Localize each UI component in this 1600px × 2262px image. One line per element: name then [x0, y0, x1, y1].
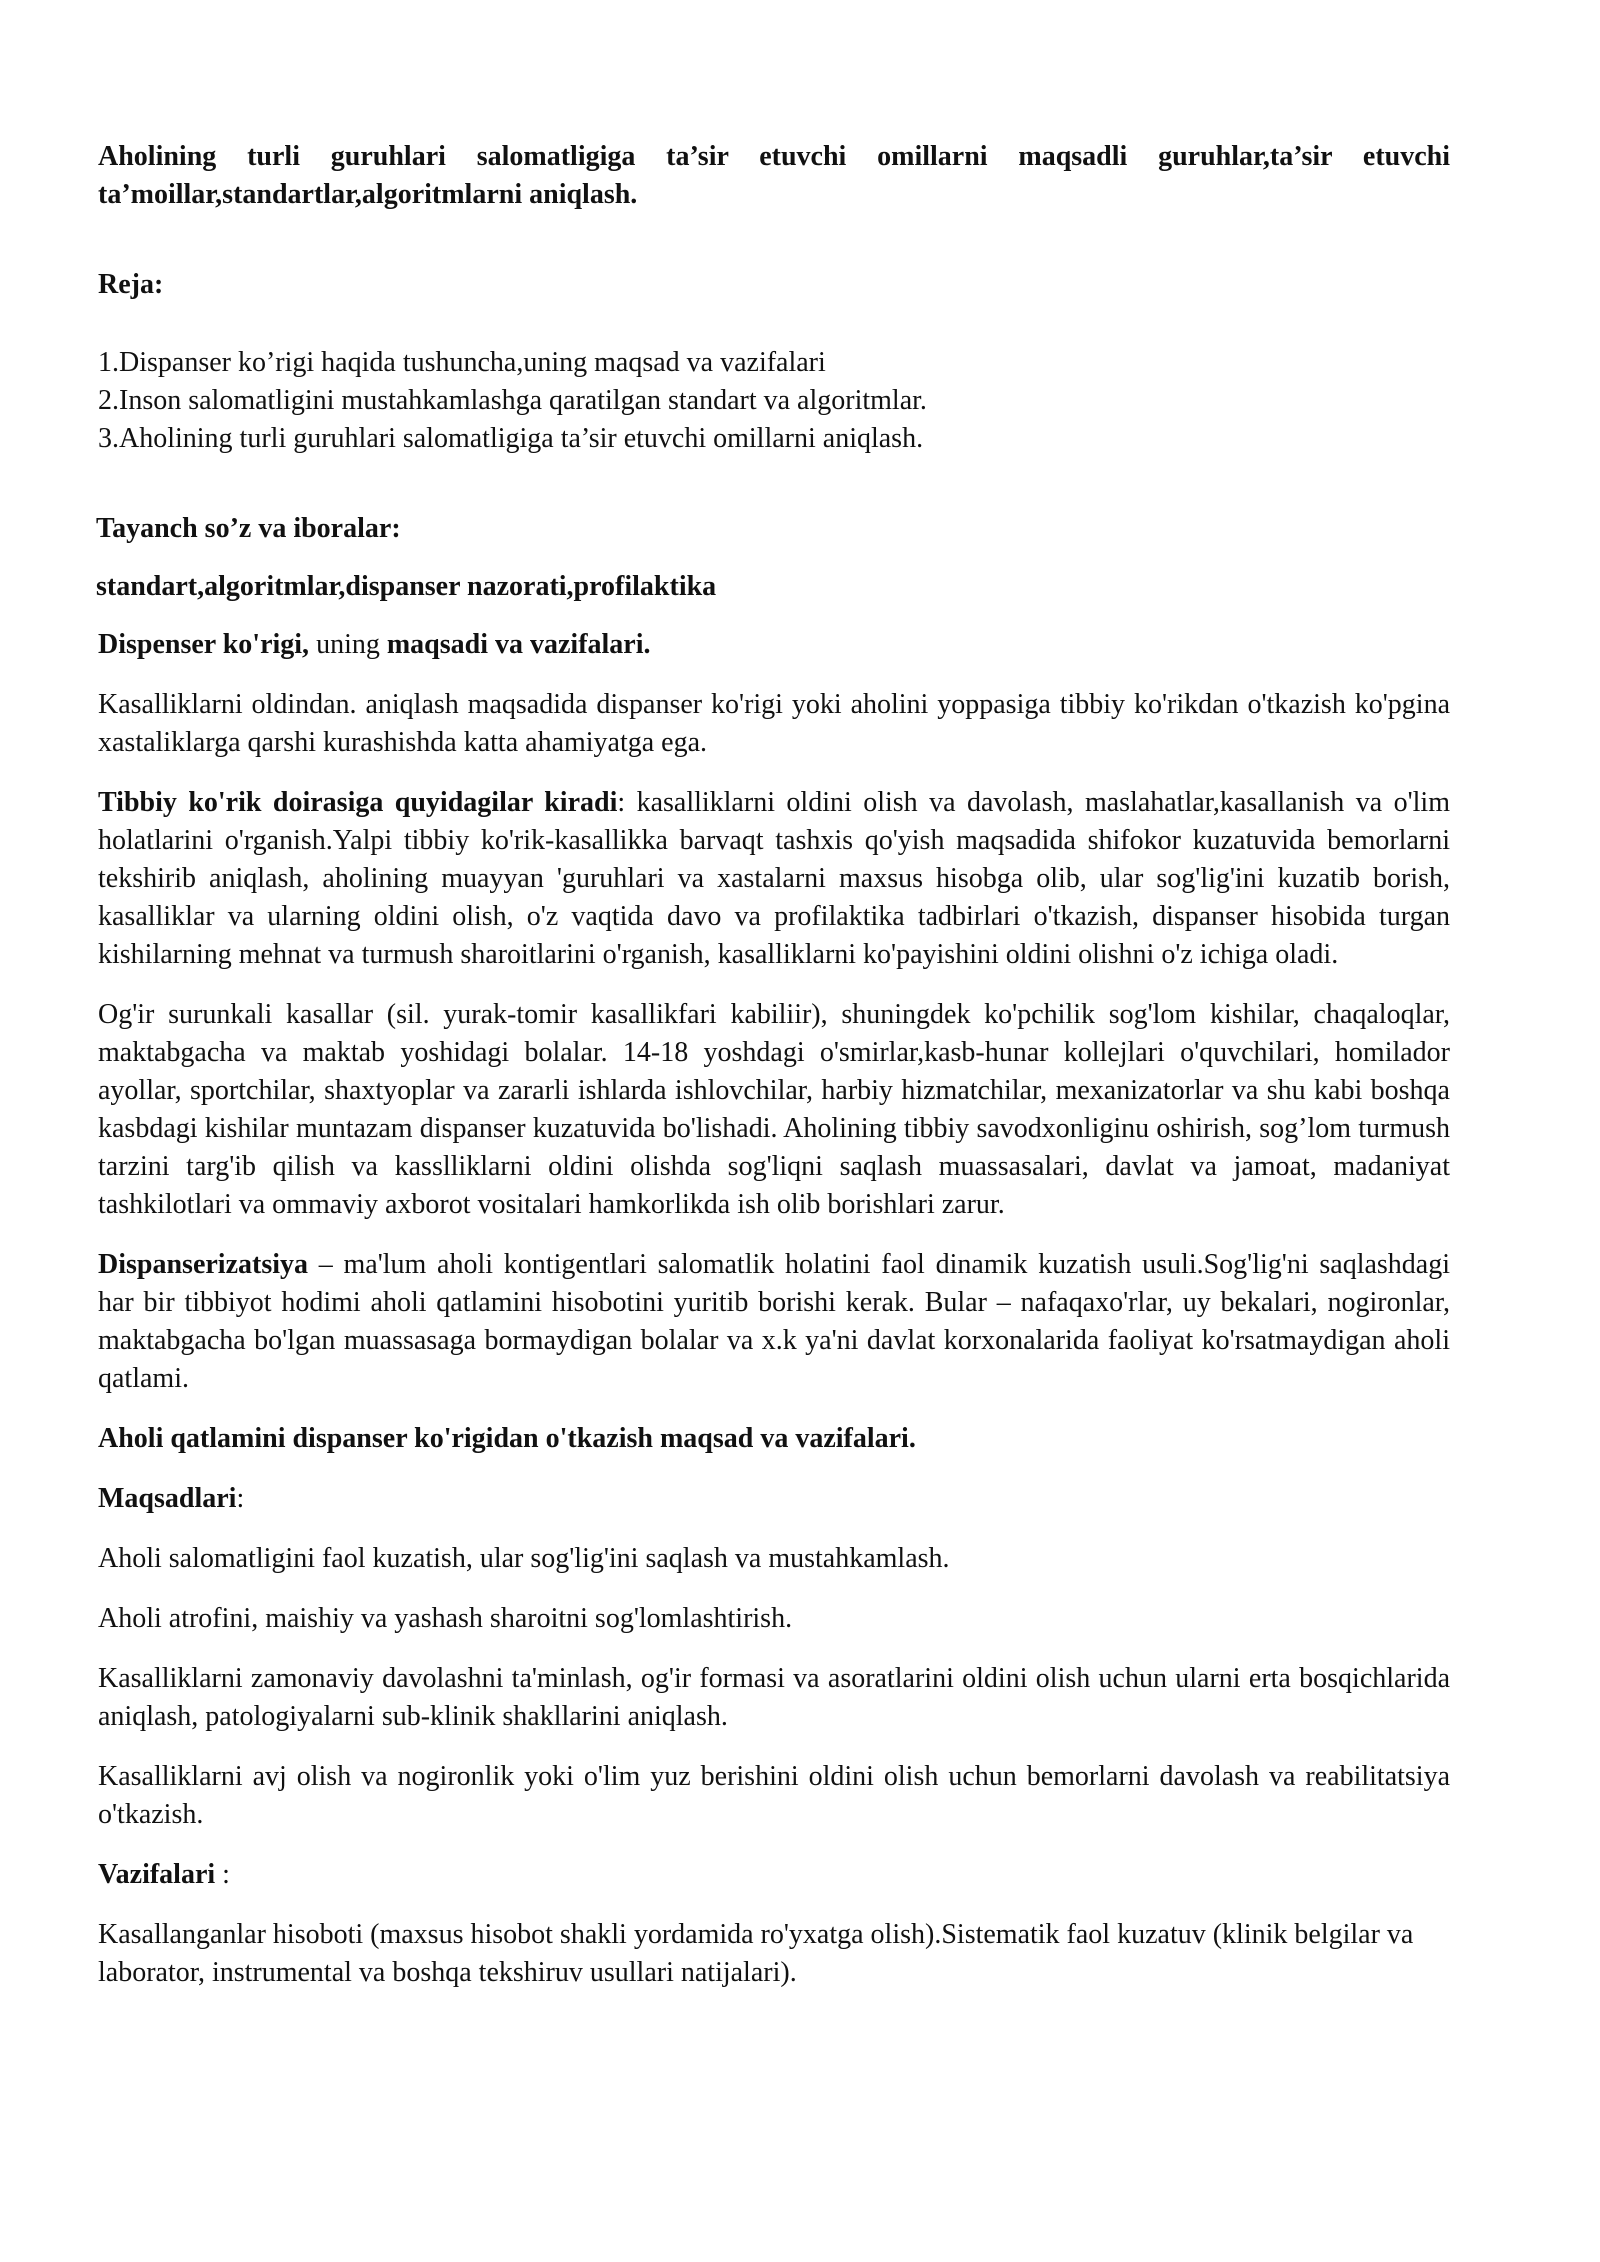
section-heading-part: Dispenser ko'rigi,: [98, 629, 310, 660]
tasks-heading-colon: :: [215, 1859, 230, 1890]
section-heading-part: maqsadi va vazifalari.: [386, 629, 651, 660]
document-body: [98, 138, 1450, 2014]
goal-item: Kasalliklarni avj olish va nogironlik yoki o'lim yuz berishini oldini olish uchun bemorlarni davolash va reabilitatsiya o'tkazish.: [98, 1761, 1450, 1830]
goal-item: Aholi atrofini, maishiy va yashash sharoitni sog'lomlashtirish.: [98, 1603, 793, 1634]
goal-item: Aholi salomatligini faol kuzatish, ular sog'lig'ini saqlash va mustahkamlash.: [98, 1543, 950, 1574]
goal-item: Kasalliklarni zamonaviy davolashni ta'minlash, og'ir formasi va asoratlarini oldini olish uchun ularni erta bosqichlarida aniqlash, patologiyalarni sub-klinik shakllarini aniqlash.: [98, 1663, 1450, 1732]
paragraph: Og'ir surunkali kasallar (sil. yurak-tomir kasallikfari kabiliir), shuningdek ko'pchilik sog'lom kishilar, chaqaloqlar, maktabgacha va maktab yoshidagi bolalar. 14-18 yoshdagi o'smirlar,kasb-hunar kollejlari o'quvchilari, homilador ayollar, sportchilar, shaxtyoplar va zararli ishlarda ishlovchilar, harbiy hizmatchilar, mexanizatorlar va shu kabi boshqa kasbdagi kishilar muntazam dispanser kuzatuvida bo'lishadi. Aholining tibbiy savodxonliginu oshirish, sog’lom turmush tarzini targ'ib qilish va kasslliklarni oldini olishda sog'liqni saqlash muassasalari, davlat va jamoat, madaniyat tashkilotlari va ommaviy axborot vositalari hamkorlikda ish olib borishlari zarur.: [98, 999, 1450, 1220]
section-heading-goals-tasks: Aholi qatlamini dispanser ko'rigidan o'tkazish maqsad va vazifalari.: [98, 1423, 916, 1454]
paragraph-text: – ma'lum aholi kontigentlari salomatlik holatini faol dinamik kuzatish usuli.Sog'lig'ni saqlashdagi har bir tibbiyot hodimi aholi qatlamini hisobotini yuritib borishi kerak. Bular – nafaqaxo'rlar, uy bekalari, nogironlar, maktabgacha bo'lgan muassasaga bormaydigan bolalar va x.k ya'ni davlat korxonalarida faoliyat ko'rsatmaydigan aholi qatlami.: [98, 1249, 1450, 1394]
paragraph: [98, 784, 1450, 974]
paragraph-lead: Dispanserizatsiya: [98, 1249, 308, 1280]
paragraph-text: : kasalliklarni oldini olish va davolash, maslahatlar,kasallanish va o'lim holatlarini o'rganish.Yalpi tibbiy ko'rik-kasallikka barvaqt tashxis qo'yish maqsadida shifokor kuzatuvida bemorlarni tekshirib aniqlash, aholining muayyan 'guruhlari va xastalarni maxsus hisobga olib, ular sog'lig'ini kuzatib borish, kasalliklar va ularning oldini olish, o'z vaqtida davo va profilaktika tadbirlari o'tkazish, dispanser hisobida turgan kishilarning mehnat va turmush sharoitlarini o'rganish, kasalliklarni ko'payishini oldini olishni o'z ichiga oladi.: [98, 787, 1450, 970]
goals-heading-colon: :: [236, 1483, 245, 1514]
goals-heading: [98, 1480, 1450, 1518]
paragraph: [98, 1246, 1450, 1398]
paragraph-lead: Tibbiy ko'rik doirasiga quyidagilar kiradi: [98, 787, 618, 818]
plan-heading: Reja:: [98, 269, 164, 300]
task-item: Kasallanganlar hisoboti (maxsus hisobot shakli yordamida ro'yxatga olish).Sistematik faol kuzatuv (klinik belgilar va laborator, instrumental va boshqa tekshiruv usullari natijalari).: [98, 1919, 1414, 1988]
plan-item: 2.Inson salomatligini mustahkamlashga qaratilgan standart va algoritmlar.: [98, 385, 927, 416]
tasks-heading: [98, 1856, 1450, 1894]
plan-list: [98, 344, 1450, 458]
paragraph: Kasalliklarni oldindan. aniqlash maqsadida dispanser ko'rigi yoki aholini yoppasiga tibbiy ko'rikdan o'tkazish ko'pgina xastaliklarga qarshi kurashishda katta ahamiyatga ega.: [98, 689, 1450, 758]
goals-heading-label: Maqsadlari: [98, 1483, 237, 1514]
keywords-heading: Tayanch so’z va iboralar:: [96, 513, 401, 544]
keywords-line: standart,algoritmlar,dispanser nazorati,profilaktika: [96, 571, 717, 602]
plan-item: 3.Aholining turli guruhlari salomatligiga ta’sir etuvchi omillarni aniqlash.: [98, 423, 924, 454]
section-heading-dispanser: [98, 626, 1450, 664]
document-title: Aholining turli guruhlari salomatligiga ta’sir etuvchi omillarni maqsadli guruhlar,ta’sir etuvchi ta’moillar,standartlar,algoritmlarni aniqlash.: [98, 141, 1450, 210]
plan-item: 1.Dispanser ko’rigi haqida tushuncha,uning maqsad va vazifalari: [98, 347, 826, 378]
section-heading-part: uning: [309, 629, 387, 660]
tasks-heading-label: Vazifalari: [98, 1859, 216, 1890]
